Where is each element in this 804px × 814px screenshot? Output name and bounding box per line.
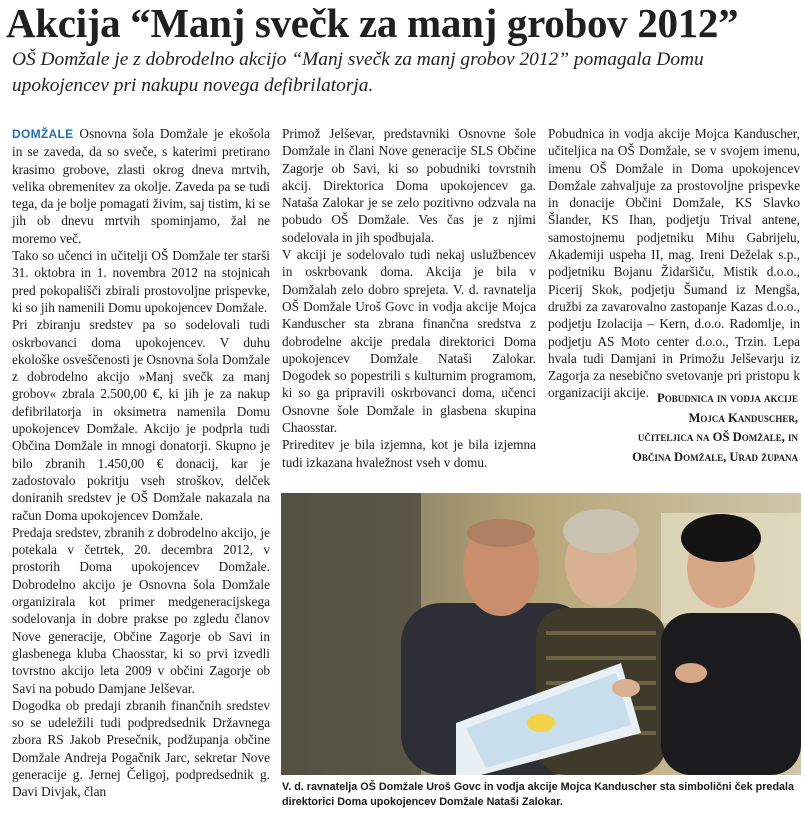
photo-illustration — [281, 493, 801, 775]
article-headline: Akcija “Manj svečk za manj grobov 2012” — [6, 0, 739, 46]
article-subheadline: OŠ Domžale je z dobrodelno akcijo “Manj svečk za manj grobov 2012” pomagala Domu upokojencev pri nakupu novega defibrilatorja. — [12, 49, 704, 96]
article-column-2 — [282, 125, 536, 471]
article-photo — [281, 493, 801, 775]
paragraph: Dogodka ob predaji zbranih finančnih sredstev so se udeležili tudi podpredsednik Državnega zbora RS Jakob Presečnik, podžupanja občine Domžale Andreja Pogačnik Jarc, sekretar Nove generacije g. Jernej Čeligoj, podpredsednik g. Davi Divjak, član — [12, 697, 270, 800]
paragraph: Predaja sredstev, zbranih z dobrodelno akcijo, je potekala v četrtek, 20. decembra 2012, v prostorih Doma upokojencev Domžale. Dobrodelno akcijo je Osnovna šola Domžale organizirala kot primer medgeneracijskega sodelovanja in dobre prakse po zgledu članov Nove generacije, Občine Zagorje ob Savi in glasbenega kluba Chaosstar, ki so prvi izvedli tovrstno akcijo leta 2009 v občini Zagorje ob Savi na pobudo Damjane Jelševar. — [12, 524, 270, 696]
credit-line: Mojca Kanduscher, — [688, 410, 798, 425]
paragraph: Tako so učenci in učitelji OŠ Domžale ter starši 31. oktobra in 1. novembra 2012 na stojnicah pred pokopališči zbirali prostovoljne prispevke, ki so jih namenili Domu upokojencev Domžale. — [12, 248, 270, 315]
credit-line: Pobudnica in vodja akcije — [657, 391, 798, 405]
paragraph — [12, 125, 270, 247]
article-column-1 — [12, 125, 270, 801]
paragraph: Pri zbiranju sredstev pa so sodelovali tudi oskrbovanci doma upokojencev. V duhu ekološke osveščenosti je Osnovna šola Domžale z dobrodelno akcijo »Manj svečk za manj grobov« zbrala 2.500,00 €, ki jih je za nakup defibrilatorja in oksimetra namenila Domu upokojencev Domžale. Akcijo je podprla tudi Občina Domžale in mnogi donatorji. Skupno je bilo zbranih 1.450,00 € donacij, kar je zadostovalo pokritju vseh stroškov, delček doniranih sredstev je OŠ Domžale nakazala na račun Doma upokojencev Domžale. — [12, 317, 270, 523]
paragraph: Primož Jelševar, predstavniki Osnovne šole Domžale in člani Nove generacije SLS Občine Zagorje ob Savi, ki so pobudniki tovrstnih akcij. Direktorica Doma upokojencev ga. Nataša Zalokar je se zelo pozitivno odzvala na pobudo OŠ Domžale. Ves čas je z njimi sodelovala in jih spodbujala. — [282, 126, 536, 245]
location-tag: DOMŽALE — [12, 127, 74, 141]
paragraph: Prireditev je bila izjemna, kot je bila izjemna tudi izkazana hvaležnost vseh v domu. — [282, 437, 536, 470]
credit-line: učiteljica na OŠ Domžale, in — [637, 430, 798, 444]
side-photo-credit — [560, 389, 798, 467]
paragraph: V akciji je sodelovalo tudi nekaj uslužbencev in oskrbovank doma. Akcija je bila v Domžalah zelo dobro sprejeta. V. d. ravnatelja OŠ Domžale Uroš Govc in vodja akcije Mojca Kanduscher sta zbrana finančna sredstva z dobrodelne akcije predala direktorici Doma upokojencev Domžale Nataši Zalokar. Dogodek so popestrili s kulturnim programom, ki so ga pripravili oskrbovanci doma, učenci Osnovne šole Domžale in glasbena skupina Chaosstar. — [282, 247, 536, 436]
paragraph-text: Osnovna šola Domžale je ekošola in se zaveda, da so sveče, s katerimi pretirano krasimo grobove, zlasti okrog dneva mrtvih, velika obremenitev za okolje. Zaveda pa se tudi tega, da je bolje pomagati živim, saj tistim, ki se jih ob dnevu mrtvih spominjamo, žal ne moremo več. — [12, 126, 270, 246]
photo-caption: V. d. ravnatelja OŠ Domžale Uroš Govc in vodja akcije Mojca Kanduscher sta simbolični ček predala direktorici Doma upokojencev Domžale Nataši Zalokar. — [282, 781, 795, 808]
article-column-3 — [548, 125, 800, 402]
credit-line: Občina Domžale, Urad župana — [632, 449, 798, 464]
paragraph: Pobudnica in vodja akcije Mojca Kanduscher, učiteljica na OŠ Domžale, se v svojem imenu, imenu OŠ Domžale in Doma upokojencev Domžale zahvaljuje za prostovoljne prispevke in donacije Občini Domžale, KS Slavko Šlander, KS Ihan, podjetju Trival antene, samostojnemu podjetniku Mihu Gabrijelu, Akademiji uspeha II, mag. Ireni Deželak s.p., podjetniku Bojanu Židaršiču, Mistik d.o.o., Picerij Skok, podjetju Šumand iz Mengša, družbi za zavarovalno zastopanje Kazas d.o.o., podjetju Izolacija – Kern, d.o.o. Radomlje, in podjetju AS Moto center d.o.o., Trzin. Lepa hvala tudi Damjani in Primožu Jelševarju iz Zagorja za nesebično svetovanje pri pristopu k organizaciji akcije. — [548, 126, 800, 401]
